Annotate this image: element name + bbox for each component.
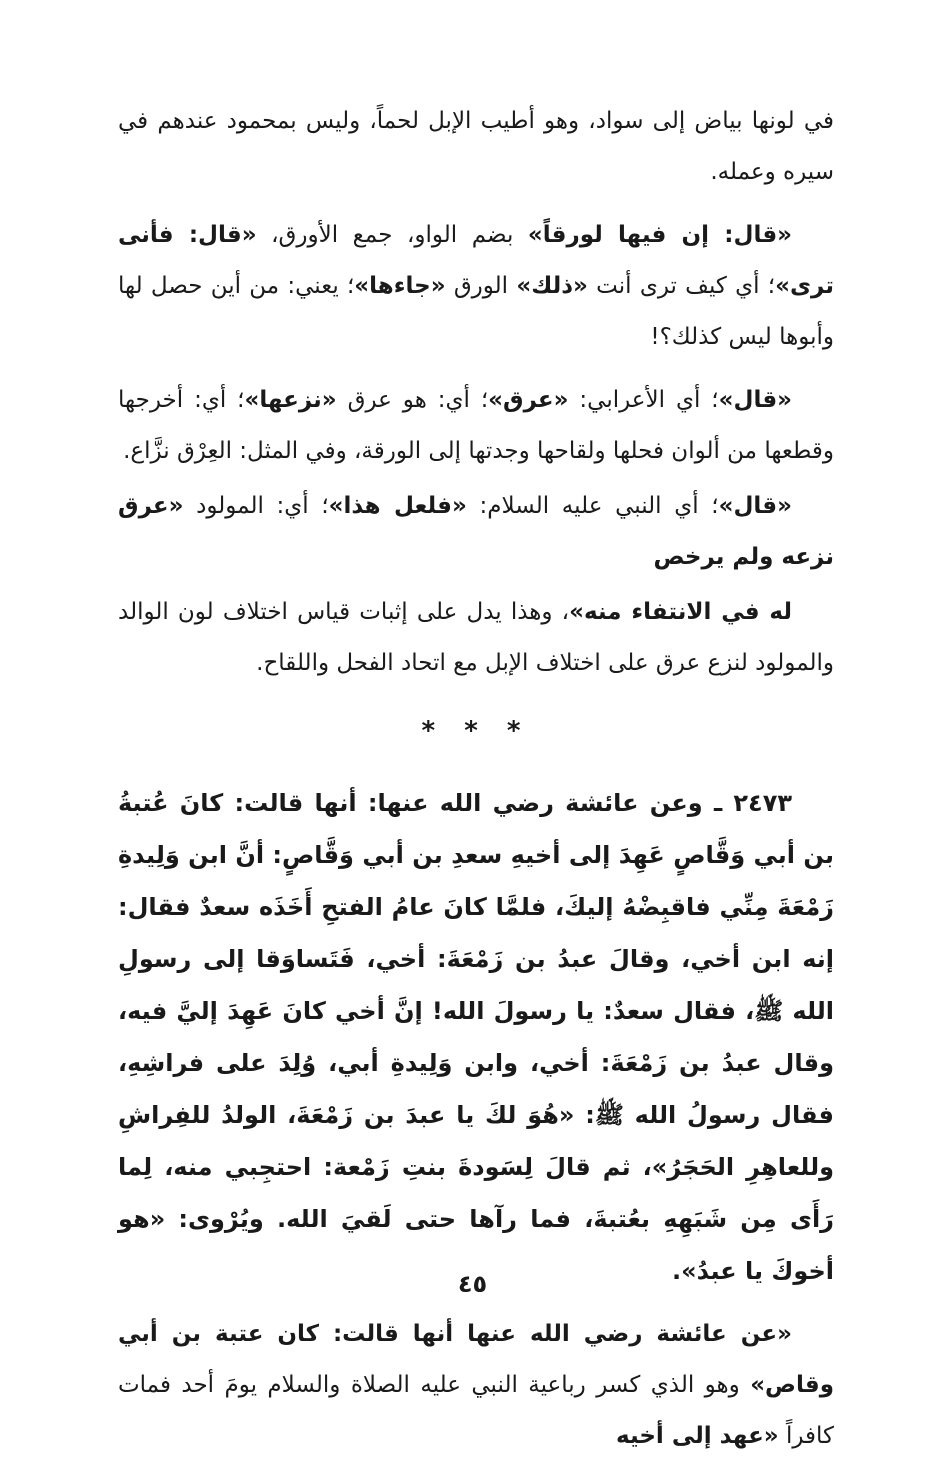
quote: «ذلك» bbox=[516, 273, 588, 299]
paragraph-1 bbox=[118, 96, 834, 198]
text: ؛ أي كيف ترى أنت bbox=[587, 273, 776, 299]
text: ؛ أي: أخرجها وقطعها من ألوان فحلها ولقاحها وجدتها إلى الورقة، وفي المثل: العِرْق نزَّاع. bbox=[118, 387, 834, 464]
quote: «فلعل هذا» bbox=[328, 493, 467, 519]
text: ؛ أي النبي عليه السلام: bbox=[466, 493, 719, 519]
paragraph-1-text: في لونها بياض إلى سواد، وهو أطيب الإبل لحماً، وليس بمحمود عندهم في سيره وعمله. bbox=[118, 108, 834, 185]
page-body bbox=[118, 96, 834, 1474]
paragraph-4 bbox=[118, 481, 834, 583]
quote: له في الانتفاء منه» bbox=[569, 599, 792, 625]
text: ، وهذا يدل على إثبات قياس اختلاف لون الوالد والمولود لنزع عرق على اختلاف الإبل مع اتحاد الفحل واللقاح. bbox=[118, 599, 834, 676]
text: ؛ أي: هو عرق bbox=[336, 387, 489, 413]
quote: «قال: فأنى ترى» bbox=[118, 222, 834, 299]
section-separator: * * * bbox=[421, 716, 531, 746]
quote: «جاءها» bbox=[354, 273, 446, 299]
text: وهو الذي كسر رباعية النبي عليه الصلاة والسلام يومَ أحد فمات كافراً bbox=[118, 1372, 834, 1449]
paragraph-5 bbox=[118, 587, 834, 689]
quote: «عن عائشة رضي الله عنها أنها قالت: كان عتبة بن أبي وقاص» bbox=[118, 1321, 834, 1398]
text: ؛ أي: المولود bbox=[183, 493, 329, 519]
text: الورق bbox=[445, 273, 517, 299]
quote: «قال: إن فيها لورقاً» bbox=[527, 222, 793, 248]
paragraph-2 bbox=[118, 210, 834, 363]
paragraph-6 bbox=[118, 1309, 834, 1462]
quote: «عرق» bbox=[488, 387, 569, 413]
text: ؛ أي الأعرابي: bbox=[568, 387, 719, 413]
hadith-text: ٢٤٧٣ ـ وعن عائشة رضي الله عنها: أنها قالت: كانَ عُتبةُ بن أبي وَقَّاصٍ عَهِدَ إلى أخيهِ سعدِ بن أبي وَقَّاصٍ: أنَّ ابن وَلِيدةِ زَمْعَةَ مِنِّي فاقبِضْهُ إليكَ، فلمَّا كانَ عامُ الفتحِ أَخَذَه سعدٌ فقال: إنه ابن أخي، وقالَ عبدُ بن زَمْعَةَ: أخي، فَتَساوَقا إلى رسولِ الله ﷺ، فقال سعدٌ: يا رسولَ الله! إنَّ أخي كانَ عَهِدَ إليَّ فيه، وقال عبدُ بن زَمْعَةَ: أخي، وابن وَلِيدةِ أبي، وُلِدَ على فراشِهِ، فقال رسولُ الله ﷺ: «هُوَ لكَ يا عبدَ بن زَمْعَةَ، الولدُ للفِراشِ وللعاهِرِ الحَجَرُ»، ثم قالَ لِسَودةَ بنتِ زَمْعة: احتجِبي منه، لِما رَأَى مِن شَبَهِهِ بعُتبةَ، فما رآها حتى لَقيَ الله. ويُرْوى: «هو أخوكَ يا عبدُ». bbox=[118, 789, 834, 1285]
quote: «عرق نزعه ولم يرخص bbox=[118, 493, 834, 570]
text: بضم الواو، جمع الأورق، bbox=[256, 222, 528, 248]
text: ؛ يعني: من أين حصل لها وأبوها ليس كذلك؟! bbox=[118, 273, 834, 350]
quote: «قال» bbox=[718, 493, 792, 519]
page-number: ٤٥ bbox=[457, 1270, 488, 1298]
quote: «عهد إلى أخيه bbox=[616, 1423, 779, 1449]
quote: «نزعها» bbox=[244, 387, 337, 413]
quote: «قال» bbox=[718, 387, 792, 413]
paragraph-3 bbox=[118, 375, 834, 477]
